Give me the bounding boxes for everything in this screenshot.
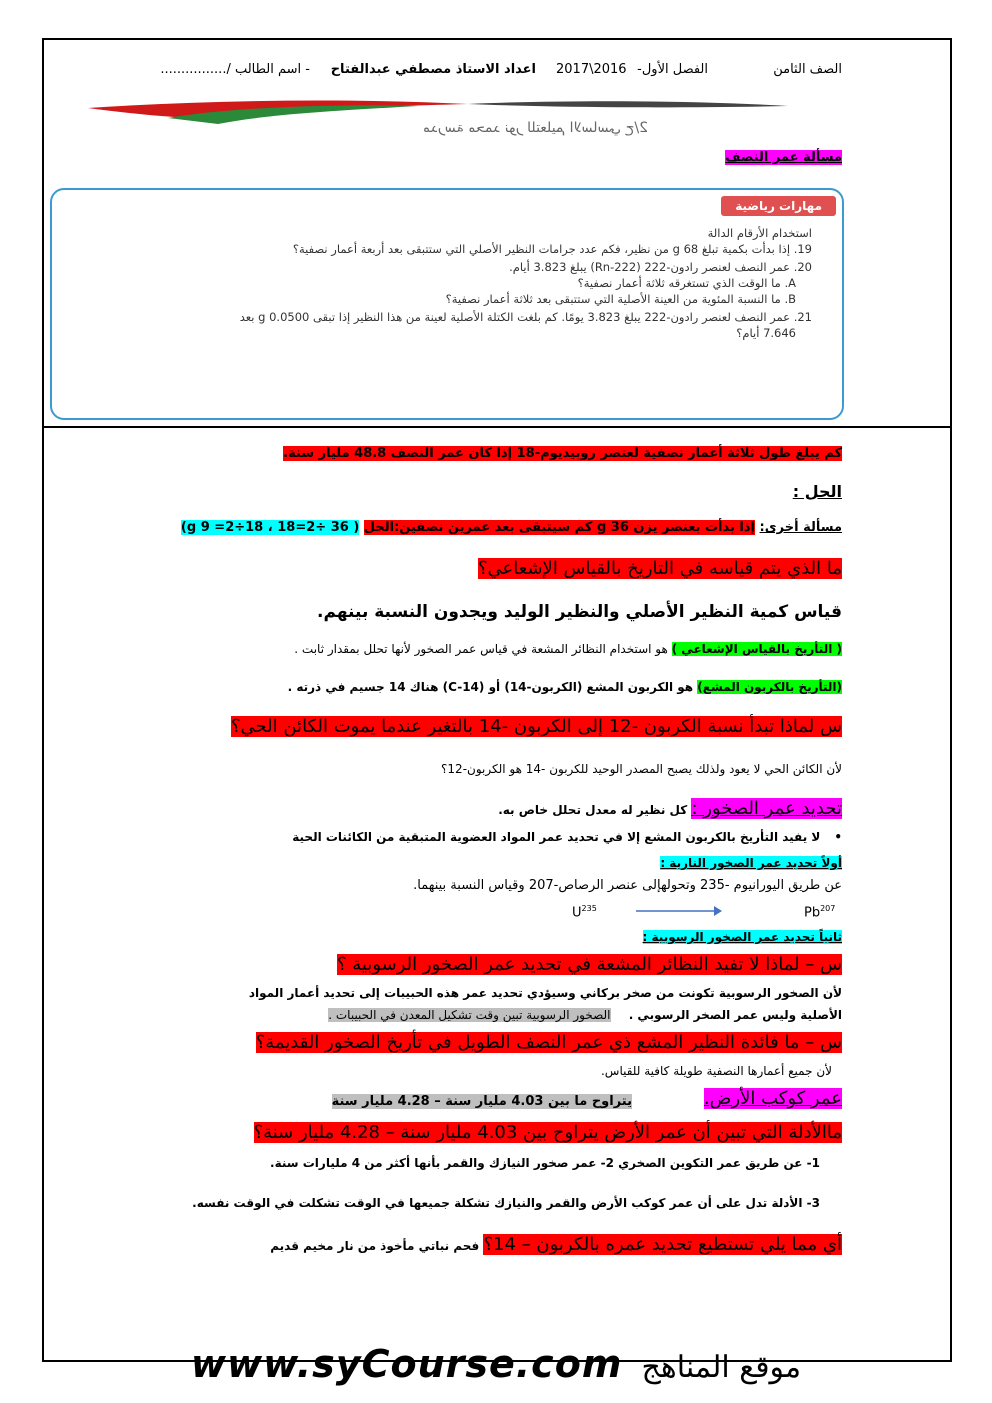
question-20b: B. ما النسبة المئوية من العينة الأصلية التي ستتبقى بعد ثلاثة أعمار نصفية؟ [445,292,796,306]
author-label: اعداد الاستاذ مصطفي عبدالفتاح [330,62,536,77]
rocks-heading-row [498,798,842,819]
lead-label [804,904,835,920]
question-20a: A. ما الوقت الذي تستغرقه ثلاثة أعمار نصفية؟ [577,276,796,290]
other-problem-answer: ( 36 ÷2=18 ، 18÷2= 9 g) [180,520,360,535]
site-watermark [0,1342,992,1386]
earth-age-range: يتراوح ما بين 4.03 مليار سنة – 4.28 مليار سنة [331,1094,632,1109]
last-question: أي مما يلي تستطيع تحديد عمره بالكربون – 14؟ [483,1234,842,1255]
long-halflife-question: س – ما فائدة النظير المشع ذي عمر النصف الطويل في تأريخ الصخور القديمة؟ [255,1032,842,1053]
sedimentary-answer-2 [328,1008,842,1022]
sedimentary-answer-1: لأن الصخور الرسوبية تكونت من صخر بركاني وسيؤدي تحديد عمر هذه الحبيبات إلى تحديد أعمار المواد [248,986,842,1000]
long-halflife-answer: لأن جميع أعمارها النصفية طويلة كافية للقياس. [600,1064,832,1078]
evidence-question: ماالأدلة التي تبين أن عمر الأرض يتراوح بين 4.03 مليار سنة – 4.28 مليار سنة؟ [253,1122,842,1143]
carbon-definition [288,680,842,694]
term-label: الفصل الأول- [637,62,708,77]
other-problem-question: إذا بدأت بعنصر يزن g 36 كم سيتبقى بعد عمرين نصفين:الحل [363,520,755,535]
watermark-url: www.syCourse.com [190,1342,623,1386]
igneous-title: أولاً تحديد عمر الصخور النارية : [660,856,842,870]
divider [44,426,950,428]
radiometric-term: ( التأريخ بالقياس الإشعاعي ) [671,642,842,656]
textbook-intro: استخدام الأرقام الدالة [707,226,812,240]
grade-label: الصف الثامن [773,62,842,77]
measure-question: ما الذي يتم قياسه في التاريخ بالقياس الإشعاعي؟ [478,558,842,579]
watermark-arabic: موقع المناهج [641,1350,802,1385]
uranium-mass: 235 [581,904,597,913]
bullet-item [292,830,842,844]
other-problem-label: مسألة أخرى: [759,520,842,535]
last-question-row [270,1234,842,1255]
carbon-ratio-answer: لأن الكائن الحي لا يعود ولذلك يصبح المصدر الوحيد للكربون -14 هو الكربون-12؟ [441,762,842,776]
sedimentary-answer-2a: الأصلية وليس عمر الصخر الرسوبي . [628,1008,842,1022]
carbon-term: (التأريخ بالكربون المشع) [697,680,842,694]
sedimentary-question: س – لماذا لا تفيد النظائر المشعة في تحديد عمر الصخور الرسوبية ؟ [336,954,842,975]
rocks-definition: كل نظير له معدل تحلل خاص به. [498,803,692,817]
radiometric-definition [294,642,842,656]
question-21-cont: 7.646 أيام؟ [736,326,796,340]
student-name-field: - اسم الطالب /................ [160,62,310,77]
evidence-1-2: 1- عن طريق عمر التكوين الصخري 2- عمر صخور النيازك والقمر بأنها أكثر من 4 مليارات سنة. [270,1156,820,1170]
igneous-text: عن طريق اليورانيوم -235 وتحولهإلى عنصر الرصاص-207 وقياس النسبة بينهما. [413,878,842,893]
measure-answer: قياس كمية النظير الأصلي والنظير الوليد ويجدون النسبة بينهم. [317,602,842,622]
earth-age-title: عمر كوكب الأرض. [703,1088,842,1109]
uranium-symbol: U [572,905,582,921]
textbook-excerpt [50,188,844,420]
evidence-3: 3- الأدلة تدل على أن عمر كوكب الأرض والقمر والنيازك تشكلة جميعها في الوقت تشكلت في الوقت نفسه. [192,1196,820,1210]
arrow-icon [634,904,724,918]
question-21: 21. عمر النصف لعنصر رادون-222 يبلغ 3.823 يومًا. كم بلغت الكتلة الأصلية لعينة من هذا النظير إذا تبقى g 0.0500 بعد [239,310,812,324]
carbon-text: هو الكربون المشع (الكربون-14) أو (C-14) هناك 14 جسيم في ذرته . [287,680,698,694]
section-title: مسألة عمر النصف [725,150,842,165]
lead-mass: 207 [820,904,836,913]
school-logo [88,96,788,136]
lead-symbol: Pb [804,905,821,921]
bullet-text: لا يفيد التأريخ بالكربون المشع إلا في تحديد عمر المواد العضوية المتبقية من الكائنات الحية [292,830,821,844]
uranium-label [572,904,597,920]
carbon-ratio-question: س لماذا تبدأ نسبة الكربون -12 إلى الكربون -14 بالتغير عندما يموت الكائن الحي؟ [230,716,842,737]
sedimentary-answer-2b: الصخور الرسوبية تبين وقت تشكيل المعدن في الحبيبات . [328,1008,611,1022]
sedimentary-title: ثانياً تحديد عمر الصخور الرسوبية : [642,930,842,944]
bullet-icon: • [834,830,842,844]
year-label: 2017\2016 [556,62,627,77]
question-20: 20. عمر النصف لعنصر رادون-222 (Rn-222) يبلغ 3.823 أيام. [509,260,812,274]
last-answer: فحم نباتي مأخوذ من نار مخيم قديم [270,1239,484,1253]
question-19: 19. إذا بدأت بكمية تبلغ g 68 من نظير، فكم عدد جرامات النظير الأصلي التي ستتبقى بعد أربعة أعمار نصفية؟ [292,242,812,256]
radiometric-text: هو استخدام النظائر المشعة في قياس عمر الصخور لأنها تحلل بمقدار ثابت . [294,642,672,656]
solution-label: الحل : [792,482,842,501]
school-name: مدرسة محمد نور للتعليم الاساسي ح/2 [423,120,648,136]
other-problem-row [181,520,842,535]
rocks-title: تحديد عمر الصخور : [691,798,842,819]
rubidium-question: كم يبلغ طول ثلاثة أعمار نصفية لعنصر روبيديوم-18 إذا كان عمر النصف 48.8 مليار سنة. [283,446,842,461]
skills-tag: مهارات رياضية [721,196,836,216]
